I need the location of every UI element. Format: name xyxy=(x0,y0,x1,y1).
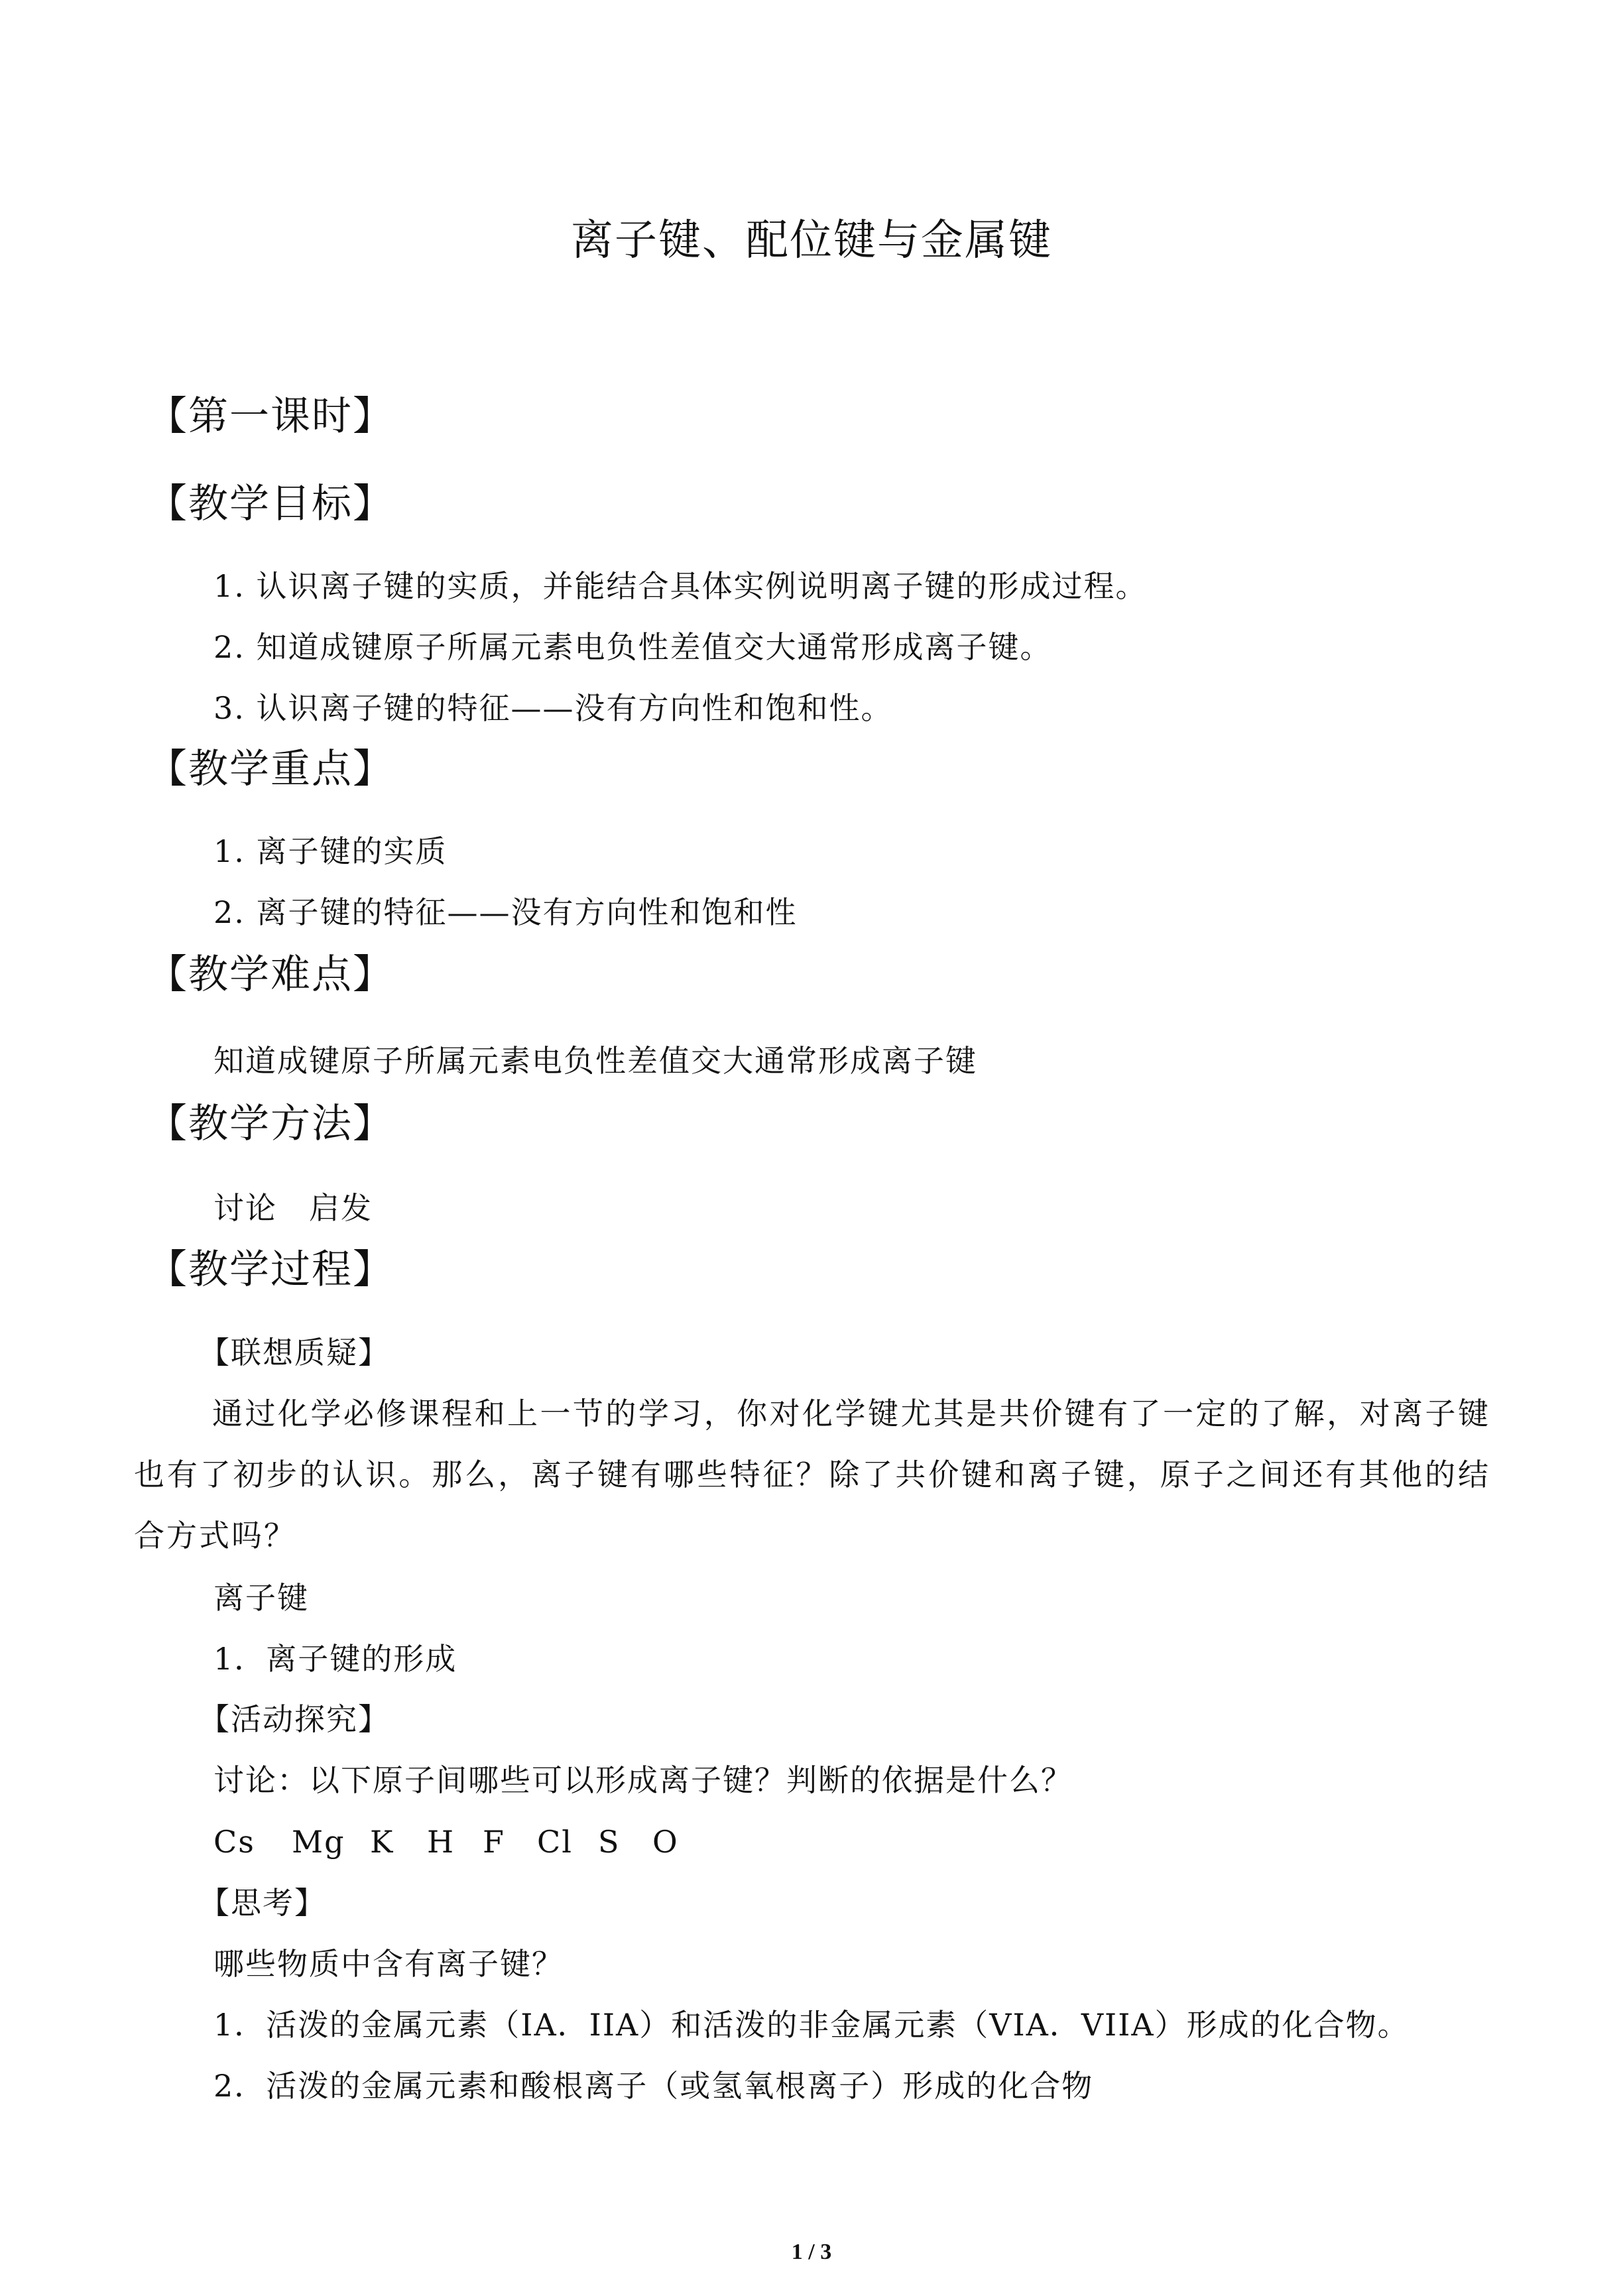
element-list xyxy=(213,1822,692,1862)
page-number: 1 / 3 xyxy=(791,2240,832,2264)
association-label: 【联想质疑】 xyxy=(199,1335,390,1370)
page-title: 离子键、配位键与金属键 xyxy=(571,216,1052,265)
element-symbol: K xyxy=(370,1824,394,1860)
think-label: 【思考】 xyxy=(199,1885,326,1921)
element-symbol: Mg xyxy=(292,1824,345,1860)
key-point-item: 1. 离子键的实质 xyxy=(213,833,448,869)
lesson-heading: 【第一课时】 xyxy=(147,393,394,440)
activity-label: 【活动探究】 xyxy=(199,1701,390,1737)
difficulties-heading: 【教学难点】 xyxy=(147,951,394,998)
association-paragraph: 通过化学必修课程和上一节的学习，你对化学键尤其是共价键有了一定的了解，对离子键也有了初步的认识。那么，离子键有哪些特征？除了共价键和离子键，原子之间还有其他的结合方式吗？ xyxy=(134,1396,1490,1553)
key-points-heading: 【教学重点】 xyxy=(147,746,394,792)
methods-heading: 【教学方法】 xyxy=(147,1101,394,1147)
objectives-heading: 【教学目标】 xyxy=(147,481,394,527)
element-symbol: O xyxy=(652,1824,679,1860)
element-symbol: Cl xyxy=(537,1824,573,1860)
objective-item: 1. 认识离子键的实质，并能结合具体实例说明离子键的形成过程。 xyxy=(213,568,1148,604)
answer-item: 2．活泼的金属元素和酸根离子（或氢氧根离子）形成的化合物 xyxy=(213,2068,1094,2104)
element-symbol: S xyxy=(598,1824,621,1860)
process-heading: 【教学过程】 xyxy=(147,1246,394,1293)
methods-text: 讨论 启发 xyxy=(213,1190,373,1226)
element-symbol: F xyxy=(483,1824,505,1860)
ionic-bond-subheading: 离子键 xyxy=(213,1580,309,1616)
discussion-question: 讨论：以下原子间哪些可以形成离子键？判断的依据是什么？ xyxy=(213,1762,1073,1798)
think-question: 哪些物质中含有离子键？ xyxy=(213,1946,564,1982)
answer-item: 1．活泼的金属元素（IA．IIA）和活泼的非金属元素（VIA．VIIA）形成的化合物。 xyxy=(213,2007,1410,2043)
key-point-item: 2. 离子键的特征——没有方向性和饱和性 xyxy=(213,894,798,930)
difficulties-text: 知道成键原子所属元素电负性差值交大通常形成离子键 xyxy=(213,1043,977,1079)
element-symbol: Cs xyxy=(213,1824,255,1860)
formation-title: 1．离子键的形成 xyxy=(213,1641,457,1677)
objective-item: 2. 知道成键原子所属元素电负性差值交大通常形成离子键。 xyxy=(213,629,1052,665)
element-symbol: H xyxy=(427,1824,455,1860)
objective-item: 3. 认识离子键的特征——没有方向性和饱和性。 xyxy=(213,690,893,726)
